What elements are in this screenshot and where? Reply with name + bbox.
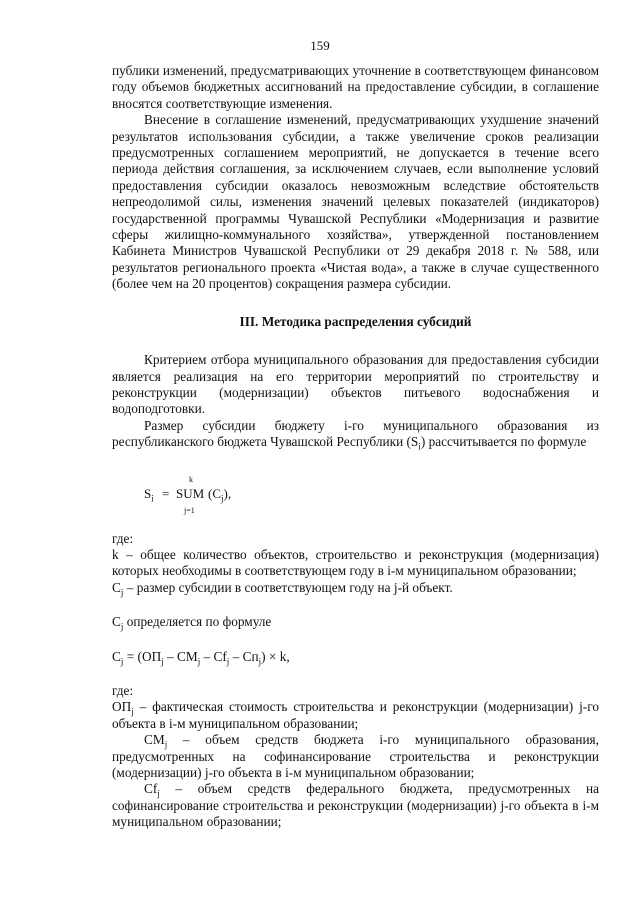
formula-sum <box>144 469 599 519</box>
formula-sum-eq: = <box>162 485 170 501</box>
subsidy-size-text-end: ) рассчитывается по формуле <box>420 434 587 450</box>
paragraph-continuation: публики изменений, предусматривающих уточнение в соответствующем финансовом году объемов бюджетных ассигнований на предоставление субсидии, в соглашение вносятся соответствующие изменения. <box>112 63 599 111</box>
formula-sum-lower: j=1 <box>184 505 195 515</box>
paragraph-amendments: Внесение в соглашение изменений, предусматривающих ухудшение значений результатов использования субсидии, а также увеличение сроков реализации предусмотренных соглашением мероприятий, не допускается в течение всего периода действия соглашения, за исключением случаев, если выполнение условий предоставления субсидии оказалось невозможным вследствие обстоятельств непреодолимой силы, изменения значений целевых показателей (индикаторов) государственной программы Чувашской Республики «Модернизация и развитие сферы жилищно-коммунального хозяйства», утвержденной постановлением Кабинета Министров Чувашской Республики от 29 декабря 2018 г. № 588, или результатов регионального проекта «Чистая вода», а также в случае существенного (более чем на 20 процентов) сокращения размера субсидии. <box>112 112 599 292</box>
paragraph-criterion: Критерием отбора муниципального образования для предоставления субсидии является реализация на его территории мероприятий по строительству и реконструкции (модернизации) объектов питьевого водоснабжения и водоподготовки. <box>112 352 599 417</box>
definition-op: $ОП_j$ – фактическая стоимость строительства и реконструкции (модернизации) j-го объекта в i-м муниципальном образовании; <box>112 699 599 731</box>
paragraph-subsidy-size <box>112 418 599 451</box>
cj-formula-intro: $C_j$ определяется по формуле <box>112 614 272 632</box>
definition-k: k – общее количество объектов, строительство и реконструкция (модернизация) которых необходимы в соответствующем году в i-м муниципальном образовании; <box>112 546 599 579</box>
formula-sum-arg: $(C_j)$, <box>208 485 232 504</box>
formula-sum-upper: k <box>189 474 193 484</box>
definition-cf: $Cf_j$ – объем средств федерального бюджета, предусмотренных на софинансирование строительства и реконструкции (модернизации) j-го объекта в i-м муниципальном образовании; <box>112 781 599 830</box>
subsidy-size-sub: i <box>418 441 421 452</box>
where-label-2: где: <box>112 682 134 698</box>
subsidy-size-text: Размер субсидии бюджету i-го муниципального образования из республиканского бюджета Чувашской Республики (S <box>112 417 599 450</box>
document-body <box>112 63 599 831</box>
definition-cj: $C_j$ – размер субсидии в соответствующем году на j-й объект. <box>112 579 453 598</box>
formula-cj: $C_j = (ОП_j - СМ_j - Cf_j - Сп_j) \times k$, <box>112 648 290 667</box>
page-number: 159 <box>310 38 330 53</box>
definition-sm: $СМ_j$ – объем средств бюджета i-го муниципального образования, предусмотренных на софинансирование строительства и реконструкции (модернизации) j-го объекта в i-м муниципальном образовании; <box>112 732 599 780</box>
section-heading: III. Методика распределения субсидий <box>239 313 472 329</box>
where-label-1: где: <box>112 530 134 546</box>
formula-sum-operator: SUM <box>176 485 205 501</box>
formula-sum-lhs: $S_i$ <box>144 485 154 504</box>
